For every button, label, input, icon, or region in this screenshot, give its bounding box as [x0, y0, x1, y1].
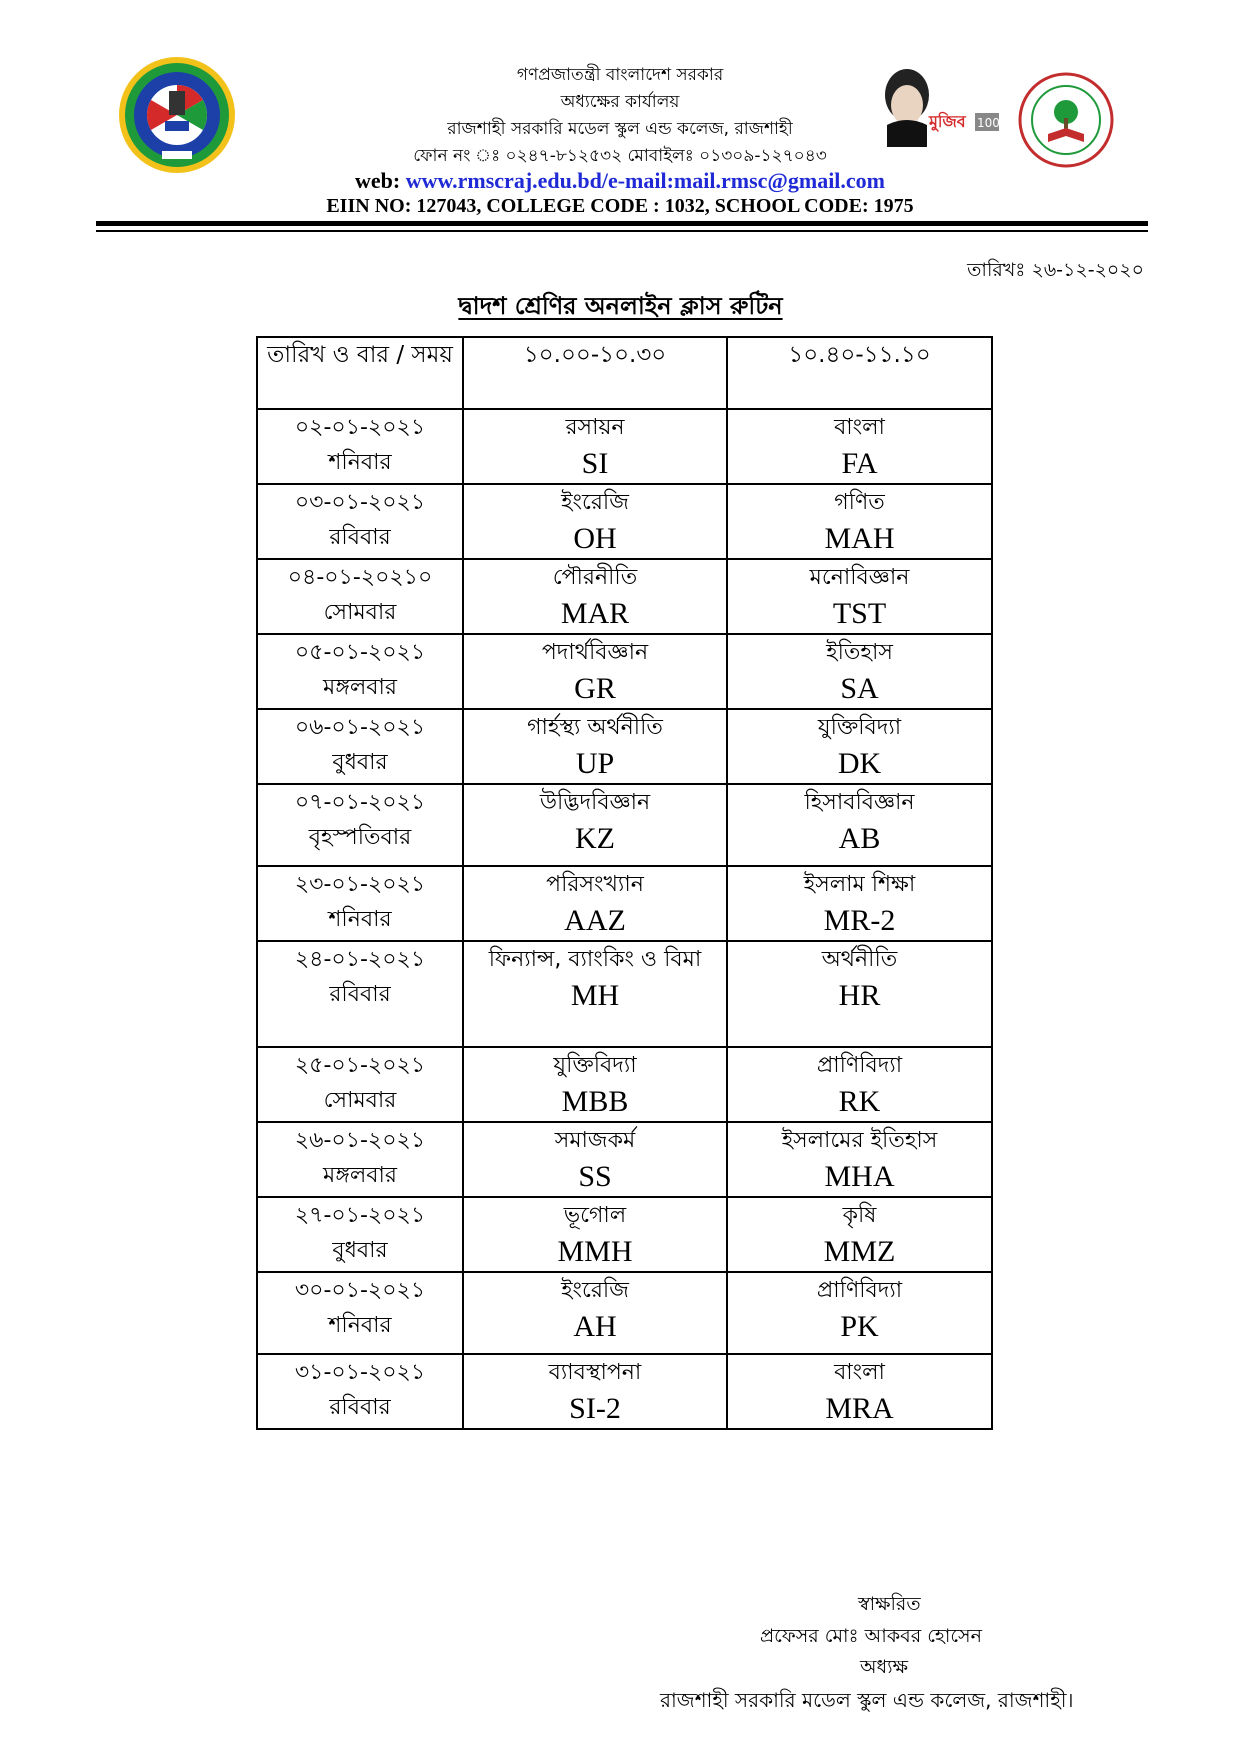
subject-name: পরিসংখ্যান — [546, 872, 644, 897]
subject-name: ভূগোল — [563, 1203, 627, 1228]
class-day: সোমবার — [323, 600, 397, 625]
subject-name: ফিন্যান্স, ব্যাংকিং ও বিমা — [488, 947, 702, 972]
subject-name: সমাজকর্ম — [554, 1128, 636, 1153]
institution-name: রাজশাহী সরকারি মডেল স্কুল এন্ড কলেজ, রাজশাহী — [447, 119, 793, 139]
subject-name: পদার্থবিজ্ঞান — [541, 640, 649, 665]
signed-label: স্বাক্ষরিত — [858, 1593, 921, 1615]
slot2-cell — [727, 1354, 992, 1429]
subject-name: প্রাণিবিদ্যা — [816, 1053, 903, 1078]
date-cell — [257, 559, 463, 634]
teacher-code: AAZ — [564, 904, 626, 937]
teacher-code: SS — [578, 1160, 612, 1193]
teacher-code: MAR — [560, 597, 630, 630]
date-cell — [257, 941, 463, 1047]
class-day: বৃহস্পতিবার — [308, 825, 412, 850]
slot1-cell — [463, 709, 727, 784]
govt-name: গণপ্রজাতন্ত্রী বাংলাদেশ সরকার — [516, 65, 724, 85]
slot2-cell — [727, 866, 992, 941]
date-cell — [257, 1197, 463, 1272]
header-date-time: তারিখ ও বার / সময় — [257, 337, 463, 409]
teacher-code: MR-2 — [823, 904, 896, 937]
subject-name: যুক্তিবিদ্যা — [817, 715, 902, 740]
contact-phone: ফোন নং ঃ ০২৪৭-৮১২৫৩২ মোবাইলঃ ০১৩০৯-১২৭০৪৩ — [413, 146, 827, 166]
class-date: ০৫-০১-২০২১ — [294, 640, 426, 665]
teacher-code: HR — [838, 979, 881, 1012]
slot1-cell — [463, 484, 727, 559]
teacher-code: KZ — [575, 822, 615, 855]
signatory-title: অধ্যক্ষ — [860, 1656, 909, 1678]
signatory-institution: রাজশাহী সরকারি মডেল স্কুল এন্ড কলেজ, রাজশাহী। — [660, 1688, 1074, 1712]
class-day: রবিবার — [329, 982, 391, 1007]
web-line — [300, 168, 940, 194]
teacher-code: AH — [573, 1310, 617, 1343]
shikkha-logo — [1018, 72, 1114, 168]
table-row — [257, 409, 992, 484]
college-logo — [117, 55, 237, 175]
subject-name: বাংলা — [834, 415, 885, 440]
teacher-code: AB — [838, 822, 881, 855]
slot1-cell — [463, 1047, 727, 1122]
table-row — [257, 784, 992, 866]
slot2-cell — [727, 409, 992, 484]
class-day: মঙ্গলবার — [323, 1163, 397, 1188]
teacher-code: PK — [840, 1310, 879, 1343]
subject-name: রসায়ন — [565, 415, 625, 440]
slot1-cell — [463, 784, 727, 866]
subject-name: কৃষি — [842, 1203, 877, 1228]
subject-name: গণিত — [834, 490, 885, 515]
teacher-code: FA — [841, 447, 878, 480]
web-label: web: — [354, 168, 401, 193]
slot1-cell — [463, 634, 727, 709]
class-day: রবিবার — [329, 525, 391, 550]
class-date: ০২-০১-২০২১ — [294, 415, 426, 440]
class-day: শনিবার — [328, 907, 392, 932]
class-date: ২৪-০১-২০২১ — [294, 947, 426, 972]
subject-name: উদ্ভিদবিজ্ঞান — [539, 790, 651, 815]
table-row — [257, 1354, 992, 1429]
slot2-cell — [727, 1272, 992, 1354]
subject-name: ইসলামের ইতিহাস — [781, 1128, 938, 1153]
table-row — [257, 941, 992, 1047]
slot2-cell — [727, 941, 992, 1047]
slot2-cell — [727, 1047, 992, 1122]
table-row — [257, 1047, 992, 1122]
teacher-code: MH — [570, 979, 620, 1012]
subject-name: পৌরনীতি — [552, 565, 638, 590]
date-cell — [257, 1047, 463, 1122]
teacher-code: SI — [581, 447, 609, 480]
teacher-code: SA — [840, 672, 879, 705]
date-cell — [257, 484, 463, 559]
subject-name: ইতিহাস — [826, 640, 893, 665]
header-slot-1: ১০.০০-১০.৩০ — [463, 337, 727, 409]
date-cell — [257, 784, 463, 866]
slot1-cell — [463, 1197, 727, 1272]
table-row — [257, 866, 992, 941]
slot1-cell — [463, 1354, 727, 1429]
svg-text:মুজিব: মুজিব — [929, 112, 966, 131]
class-date: ০৬-০১-২০২১ — [294, 715, 426, 740]
date-cell — [257, 409, 463, 484]
subject-name: অর্থনীতি — [821, 947, 898, 972]
teacher-code: MBB — [561, 1085, 629, 1118]
teacher-code: MMZ — [823, 1235, 896, 1268]
table-row — [257, 484, 992, 559]
routine-table — [256, 336, 993, 1430]
teacher-code: TST — [832, 597, 887, 630]
slot2-cell — [727, 559, 992, 634]
slot1-cell — [463, 409, 727, 484]
teacher-code: UP — [575, 747, 615, 780]
subject-name: ইংরেজি — [561, 1278, 629, 1303]
class-date: ০৭-০১-২০২১ — [294, 790, 426, 815]
subject-name: ইসলাম শিক্ষা — [803, 872, 916, 897]
svg-text:100: 100 — [977, 116, 999, 130]
subject-name: প্রাণিবিদ্যা — [816, 1278, 903, 1303]
class-date: ২৬-০১-২০২১ — [294, 1128, 426, 1153]
slot2-cell — [727, 634, 992, 709]
slot2-cell — [727, 709, 992, 784]
table-row — [257, 1122, 992, 1197]
date-cell — [257, 634, 463, 709]
slot1-cell — [463, 866, 727, 941]
table-row — [257, 1272, 992, 1354]
slot2-cell — [727, 1122, 992, 1197]
slot1-cell — [463, 1122, 727, 1197]
class-day: রবিবার — [329, 1395, 391, 1420]
class-day: শনিবার — [328, 1313, 392, 1338]
class-date: ২৭-০১-২০২১ — [294, 1203, 426, 1228]
issue-date: তারিখঃ ২৬-১২-২০২০ — [967, 259, 1144, 281]
class-day: শনিবার — [328, 450, 392, 475]
slot2-cell — [727, 1197, 992, 1272]
web-link[interactable]: www.rmscraj.edu.bd/e-mail:mail.rmsc@gmail.com — [405, 168, 886, 193]
subject-name: হিসাববিজ্ঞান — [804, 790, 915, 815]
teacher-code: SI-2 — [569, 1392, 621, 1425]
class-day: মঙ্গলবার — [323, 675, 397, 700]
date-cell — [257, 709, 463, 784]
class-day: সোমবার — [323, 1088, 397, 1113]
subject-name: বাংলা — [834, 1360, 885, 1385]
table-row — [257, 634, 992, 709]
page-title — [0, 288, 1241, 328]
slot1-cell — [463, 1272, 727, 1354]
date-cell — [257, 1354, 463, 1429]
slot1-cell — [463, 941, 727, 1047]
date-cell — [257, 1272, 463, 1354]
subject-name: মনোবিজ্ঞান — [809, 565, 910, 590]
header-rule — [96, 221, 1148, 226]
eiin-line: EIIN NO: 127043, COLLEGE CODE : 1032, SCHOOL CODE: 1975 — [326, 195, 914, 217]
slot2-cell — [727, 484, 992, 559]
subject-name: ব্যাবস্থাপনা — [548, 1360, 642, 1385]
date-cell — [257, 866, 463, 941]
class-day: বুধবার — [332, 1238, 388, 1263]
subject-name: যুক্তিবিদ্যা — [553, 1053, 637, 1078]
header-slot-2: ১০.৪০-১১.১০ — [727, 337, 992, 409]
class-date: ৩১-০১-২০২১ — [294, 1360, 426, 1385]
table-row — [257, 559, 992, 634]
class-date: ০৩-০১-২০২১ — [294, 490, 426, 515]
table-row — [257, 709, 992, 784]
teacher-code: DK — [837, 747, 882, 780]
teacher-code: MHA — [824, 1160, 895, 1193]
teacher-code: RK — [838, 1085, 881, 1118]
office-name: অধ্যক্ষের কার্যালয় — [560, 92, 680, 112]
teacher-code: GR — [574, 672, 616, 705]
class-date: ৩০-০১-২০২১ — [294, 1278, 426, 1303]
class-day: বুধবার — [332, 750, 388, 775]
slot2-cell — [727, 784, 992, 866]
table-header-row — [257, 337, 992, 409]
page-title-text: দ্বাদশ শ্রেণির অনলাইন ক্লাস রুটিন — [458, 292, 783, 320]
class-date: ২৩-০১-২০২১ — [294, 872, 426, 897]
subject-name: ইংরেজি — [561, 490, 629, 515]
subject-name: গার্হস্থ্য অর্থনীতি — [527, 715, 663, 740]
class-date: ০৪-০১-২০২১০ — [287, 565, 433, 590]
signatory-name: প্রফেসর মোঃ আকবর হোসেন — [760, 1625, 982, 1647]
date-cell — [257, 1122, 463, 1197]
teacher-code: OH — [573, 522, 617, 555]
teacher-code: MMH — [557, 1235, 633, 1268]
header-rule-thin — [96, 230, 1148, 232]
teacher-code: MAH — [824, 522, 895, 555]
class-date: ২৫-০১-২০২১ — [294, 1053, 426, 1078]
slot1-cell — [463, 559, 727, 634]
table-row — [257, 1197, 992, 1272]
teacher-code: MRA — [825, 1392, 894, 1425]
